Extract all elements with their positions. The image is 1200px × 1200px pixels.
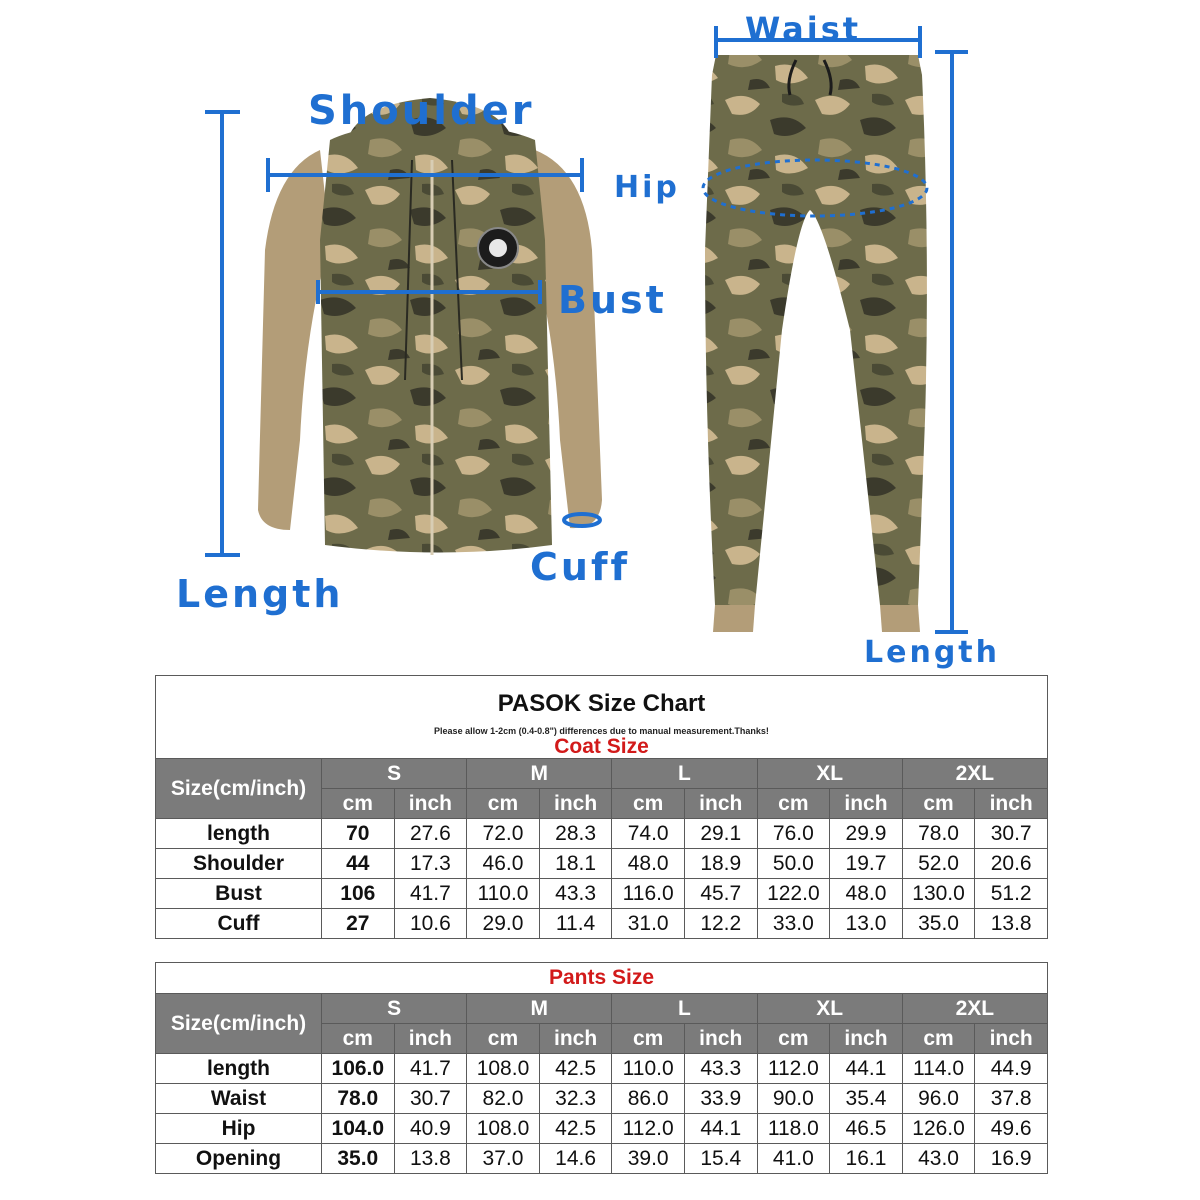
table-cell: 17.3 — [394, 849, 467, 879]
table-cell: 37.0 — [467, 1144, 540, 1174]
pants-section-title: Pants Size — [548, 966, 655, 989]
unit-inch-header: inch — [539, 789, 612, 819]
table-cell: 27.6 — [394, 819, 467, 849]
chart-header — [155, 675, 1048, 758]
table-cell: 20.6 — [975, 849, 1048, 879]
size-header-s: S — [322, 759, 467, 789]
pants-right-cuff — [880, 605, 920, 632]
table-cell: 44 — [322, 849, 395, 879]
row-label: length — [156, 1054, 322, 1084]
unit-cm-header: cm — [612, 1024, 685, 1054]
table-cell: 110.0 — [467, 879, 540, 909]
size-header-s: S — [322, 994, 467, 1024]
table-cell: 108.0 — [467, 1054, 540, 1084]
table-cell: 52.0 — [902, 849, 975, 879]
table-cell: 40.9 — [394, 1114, 467, 1144]
table-cell: 18.1 — [539, 849, 612, 879]
waist-label: Waist — [745, 10, 862, 48]
table-cell: 72.0 — [467, 819, 540, 849]
table-cell: 16.1 — [830, 1144, 903, 1174]
size-header-l: L — [612, 994, 757, 1024]
unit-inch-header: inch — [684, 1024, 757, 1054]
table-cell: 45.7 — [684, 879, 757, 909]
bust-label: Bust — [558, 278, 667, 322]
row-label: Shoulder — [156, 849, 322, 879]
table-cell: 76.0 — [757, 819, 830, 849]
table-cell: 42.5 — [539, 1054, 612, 1084]
table-cell: 29.0 — [467, 909, 540, 939]
unit-cm-header: cm — [757, 789, 830, 819]
table-row — [156, 1084, 1048, 1114]
row-label: Hip — [156, 1114, 322, 1144]
table-cell: 48.0 — [830, 879, 903, 909]
table-cell: 39.0 — [612, 1144, 685, 1174]
table-cell: 78.0 — [322, 1084, 395, 1114]
table-cell: 48.0 — [612, 849, 685, 879]
cuff-label: Cuff — [530, 545, 631, 589]
table-cell: 116.0 — [612, 879, 685, 909]
jacket-left-sleeve — [258, 150, 330, 530]
table-row — [156, 1144, 1048, 1174]
table-cell: 49.6 — [975, 1114, 1048, 1144]
table-row — [156, 1054, 1048, 1084]
table-row — [156, 849, 1048, 879]
table-cell: 32.3 — [539, 1084, 612, 1114]
pants-left-cuff — [713, 605, 755, 632]
table-cell: 11.4 — [539, 909, 612, 939]
table-cell: 41.7 — [394, 879, 467, 909]
row-label: Cuff — [156, 909, 322, 939]
table-cell: 106 — [322, 879, 395, 909]
table-cell: 112.0 — [757, 1054, 830, 1084]
size-header-row — [156, 994, 1048, 1024]
unit-cm-header: cm — [467, 789, 540, 819]
table-cell: 112.0 — [612, 1114, 685, 1144]
table-cell: 41.7 — [394, 1054, 467, 1084]
table-cell: 43.0 — [902, 1144, 975, 1174]
size-unit-header: Size(cm/inch) — [156, 994, 322, 1054]
pants-length-label: Length — [864, 635, 1000, 670]
table-cell: 13.0 — [830, 909, 903, 939]
table-cell: 30.7 — [975, 819, 1048, 849]
pants-size-table — [155, 993, 1048, 1174]
pants-legs — [705, 75, 927, 605]
table-cell: 28.3 — [539, 819, 612, 849]
table-cell: 46.0 — [467, 849, 540, 879]
table-cell: 10.6 — [394, 909, 467, 939]
size-unit-header: Size(cm/inch) — [156, 759, 322, 819]
coat-length-label: Length — [176, 572, 344, 616]
unit-inch-header: inch — [394, 1024, 467, 1054]
table-cell: 118.0 — [757, 1114, 830, 1144]
table-cell: 51.2 — [975, 879, 1048, 909]
table-cell: 13.8 — [394, 1144, 467, 1174]
table-cell: 74.0 — [612, 819, 685, 849]
unit-inch-header: inch — [539, 1024, 612, 1054]
coat-section-title: Coat Size — [554, 735, 649, 758]
size-header-xl: XL — [757, 759, 902, 789]
size-header-2xl: 2XL — [902, 994, 1047, 1024]
table-cell: 18.9 — [684, 849, 757, 879]
unit-cm-header: cm — [902, 1024, 975, 1054]
table-cell: 42.5 — [539, 1114, 612, 1144]
table-cell: 43.3 — [539, 879, 612, 909]
table-cell: 108.0 — [467, 1114, 540, 1144]
table-row — [156, 1114, 1048, 1144]
table-cell: 104.0 — [322, 1114, 395, 1144]
row-label: Bust — [156, 879, 322, 909]
row-label: Opening — [156, 1144, 322, 1174]
table-cell: 50.0 — [757, 849, 830, 879]
size-header-l: L — [612, 759, 757, 789]
unit-cm-header: cm — [902, 789, 975, 819]
table-cell: 16.9 — [975, 1144, 1048, 1174]
size-header-m: M — [467, 759, 612, 789]
table-cell: 27 — [322, 909, 395, 939]
unit-inch-header: inch — [975, 1024, 1048, 1054]
size-header-row — [156, 759, 1048, 789]
table-cell: 37.8 — [975, 1084, 1048, 1114]
table-cell: 44.1 — [684, 1114, 757, 1144]
unit-inch-header: inch — [830, 789, 903, 819]
table-cell: 106.0 — [322, 1054, 395, 1084]
table-cell: 78.0 — [902, 819, 975, 849]
chart-note: Please allow 1-2cm (0.4-0.8") differences due to manual measurement.Thanks! — [434, 726, 769, 736]
unit-cm-header: cm — [612, 789, 685, 819]
unit-cm-header: cm — [467, 1024, 540, 1054]
table-row — [156, 909, 1048, 939]
shoulder-label: Shoulder — [308, 88, 535, 134]
table-cell: 30.7 — [394, 1084, 467, 1114]
table-cell: 13.8 — [975, 909, 1048, 939]
table-cell: 122.0 — [757, 879, 830, 909]
table-cell: 70 — [322, 819, 395, 849]
hip-label: Hip — [614, 170, 680, 205]
table-cell: 44.9 — [975, 1054, 1048, 1084]
table-cell: 33.0 — [757, 909, 830, 939]
size-header-2xl: 2XL — [902, 759, 1047, 789]
table-cell: 33.9 — [684, 1084, 757, 1114]
table-row — [156, 879, 1048, 909]
unit-cm-header: cm — [757, 1024, 830, 1054]
unit-cm-header: cm — [322, 789, 395, 819]
coat-size-table — [155, 758, 1048, 939]
table-cell: 12.2 — [684, 909, 757, 939]
table-cell: 86.0 — [612, 1084, 685, 1114]
size-header-xl: XL — [757, 994, 902, 1024]
table-cell: 35.0 — [322, 1144, 395, 1174]
size-header-m: M — [467, 994, 612, 1024]
table-cell: 35.4 — [830, 1084, 903, 1114]
table-cell: 43.3 — [684, 1054, 757, 1084]
table-cell: 29.1 — [684, 819, 757, 849]
table-cell: 14.6 — [539, 1144, 612, 1174]
table-cell: 82.0 — [467, 1084, 540, 1114]
table-cell: 130.0 — [902, 879, 975, 909]
chart-title: PASOK Size Chart — [497, 690, 706, 717]
table-cell: 44.1 — [830, 1054, 903, 1084]
table-cell: 114.0 — [902, 1054, 975, 1084]
row-label: length — [156, 819, 322, 849]
table-cell: 35.0 — [902, 909, 975, 939]
table-cell: 96.0 — [902, 1084, 975, 1114]
row-label: Waist — [156, 1084, 322, 1114]
table-cell: 46.5 — [830, 1114, 903, 1144]
unit-inch-header: inch — [394, 789, 467, 819]
pants-waistband — [712, 55, 922, 75]
table-cell: 90.0 — [757, 1084, 830, 1114]
table-cell: 15.4 — [684, 1144, 757, 1174]
table-cell: 19.7 — [830, 849, 903, 879]
table-cell: 41.0 — [757, 1144, 830, 1174]
unit-inch-header: inch — [975, 789, 1048, 819]
table-cell: 31.0 — [612, 909, 685, 939]
unit-inch-header: inch — [684, 789, 757, 819]
table-cell: 110.0 — [612, 1054, 685, 1084]
table-cell: 126.0 — [902, 1114, 975, 1144]
coat-size-chart — [155, 675, 1048, 939]
jacket-body — [320, 122, 552, 553]
table-cell: 29.9 — [830, 819, 903, 849]
pants-size-chart — [155, 962, 1048, 1174]
unit-cm-header: cm — [322, 1024, 395, 1054]
pants-header — [155, 962, 1048, 993]
table-row — [156, 819, 1048, 849]
unit-inch-header: inch — [830, 1024, 903, 1054]
